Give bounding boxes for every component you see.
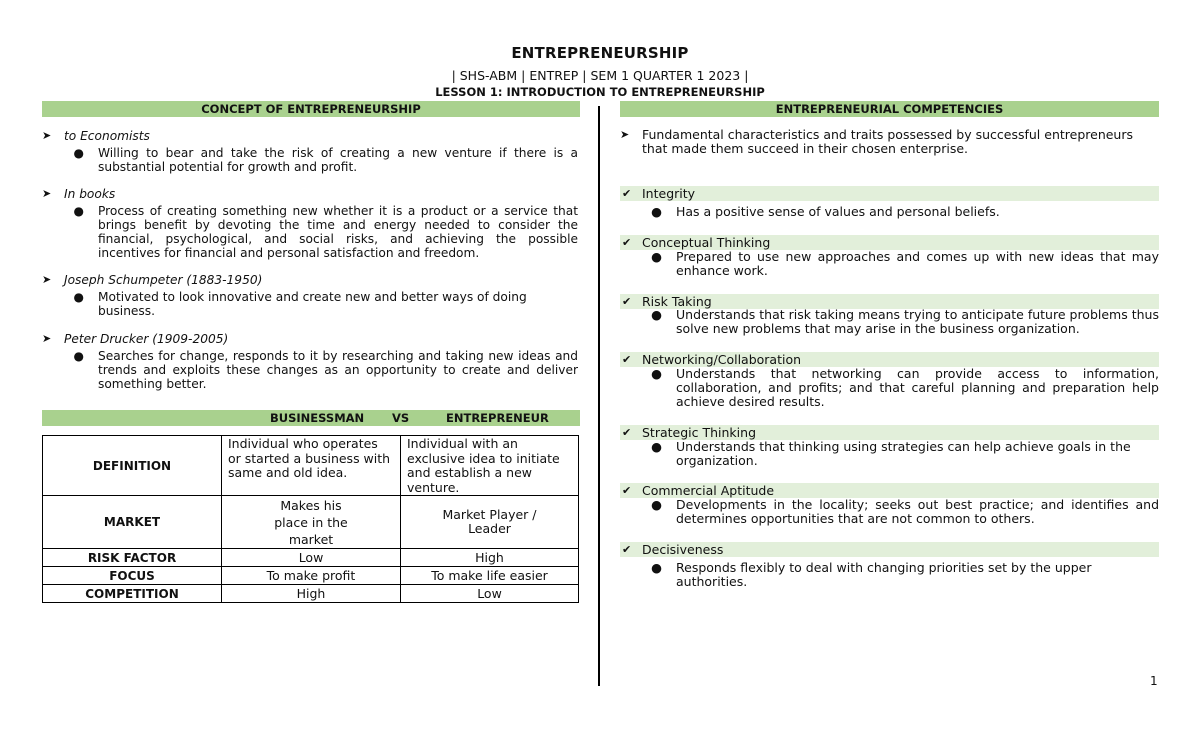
document-title: ENTREPRENEURSHIP xyxy=(511,44,689,62)
definition-source: In books xyxy=(64,187,116,201)
definition-source: Peter Drucker (1909-2005) xyxy=(64,332,229,346)
entrepreneur-cell: Low xyxy=(401,585,579,603)
definition-item xyxy=(42,332,578,391)
table-row xyxy=(43,567,579,585)
arrow-bullet-icon: ➤ xyxy=(42,273,52,286)
entrepreneur-cell: High xyxy=(401,549,579,567)
comparison-heading-vs: VS xyxy=(392,411,410,425)
definition-item xyxy=(42,273,578,318)
competency-networking xyxy=(620,352,1159,367)
arrow-bullet-icon: ➤ xyxy=(42,332,52,345)
entrepreneur-cell: Market Player / Leader xyxy=(401,496,579,549)
competencies-intro xyxy=(620,128,1158,156)
competency-desc: Understands that risk taking means trying to anticipate future problems thus solve new problems that may arise in the business organization. xyxy=(676,307,1159,336)
check-icon: ✔ xyxy=(622,484,632,497)
competency-commercial-aptitude xyxy=(620,483,1159,498)
bullet-icon: ● xyxy=(651,307,662,322)
competency-integrity xyxy=(620,186,1159,201)
competency-desc: Responds flexibly to deal with changing priorities set by the upper authorities. xyxy=(676,560,1092,589)
page-number: 1 xyxy=(1150,674,1158,688)
businessman-cell: Makes his place in the market xyxy=(222,496,401,549)
definition-source: Joseph Schumpeter (1883-1950) xyxy=(64,273,263,287)
competency-name: Commercial Aptitude xyxy=(642,483,775,498)
intro-text: Fundamental characteristics and traits possessed by successful entrepreneurs that made them succeed in their chosen enterprise. xyxy=(642,127,1134,156)
competency-desc-item xyxy=(620,440,1159,468)
bullet-icon: ● xyxy=(651,560,662,575)
bullet-icon: ● xyxy=(651,249,662,264)
competency-desc-item xyxy=(620,561,1159,589)
competency-name: Networking/Collaboration xyxy=(642,352,802,367)
lesson-title: LESSON 1: INTRODUCTION TO ENTREPRENEURSHIP xyxy=(435,85,765,99)
definition-text: Willing to bear and take the risk of creating a new venture if there is a substantial potential for growth and profit. xyxy=(98,146,578,174)
comparison-table xyxy=(42,435,579,603)
competency-desc: Has a positive sense of values and personal beliefs. xyxy=(676,204,1000,219)
bullet-icon: ● xyxy=(651,497,662,512)
competency-desc-item xyxy=(620,308,1159,336)
competency-name: Strategic Thinking xyxy=(642,425,757,440)
arrow-bullet-icon: ➤ xyxy=(42,129,52,142)
comparison-heading-b: ENTREPRENEUR xyxy=(446,411,549,425)
competency-conceptual-thinking xyxy=(620,235,1159,250)
definition-text: Searches for change, responds to it by researching and taking new ideas and trends and exploits these changes as an opportunity to create and deliver something better. xyxy=(98,349,578,391)
businessman-cell: To make profit xyxy=(222,567,401,585)
table-row xyxy=(43,496,579,549)
bullet-icon: ● xyxy=(651,204,662,219)
row-label: MARKET xyxy=(43,496,222,549)
competency-desc-item xyxy=(620,367,1159,409)
arrow-bullet-icon: ➤ xyxy=(620,128,630,141)
definition-text: Process of creating something new whether it is a product or a service that brings benefit by devoting the time and energy needed to consider the financial, psychological, and social risks, and achieving the possible incentives for financial and personal satisfaction and freedom. xyxy=(98,204,578,260)
check-icon: ✔ xyxy=(622,543,632,556)
entrepreneur-cell: To make life easier xyxy=(401,567,579,585)
concept-heading: CONCEPT OF ENTREPRENEURSHIP xyxy=(42,101,580,117)
competency-desc-item xyxy=(620,498,1159,526)
competency-decisiveness xyxy=(620,542,1159,557)
competency-desc-item xyxy=(620,250,1159,278)
table-row xyxy=(43,549,579,567)
bullet-icon: ● xyxy=(73,290,84,304)
comparison-heading xyxy=(42,410,580,426)
businessman-cell: High xyxy=(222,585,401,603)
competency-desc: Understands that thinking using strategies can help achieve goals in the organization. xyxy=(676,439,1131,468)
definition-source: to Economists xyxy=(64,129,150,143)
competency-desc: Developments in the locality; seeks out best practice; and identifies and determines opportunities that are not common to others. xyxy=(676,497,1159,526)
bullet-icon: ● xyxy=(73,146,84,160)
definition-item xyxy=(42,187,578,260)
competency-name: Decisiveness xyxy=(642,542,724,557)
competency-strategic-thinking xyxy=(620,425,1159,440)
check-icon: ✔ xyxy=(622,426,632,439)
bullet-icon: ● xyxy=(651,366,662,381)
competency-name: Integrity xyxy=(642,186,696,201)
businessman-cell: Low xyxy=(222,549,401,567)
bullet-icon: ● xyxy=(73,204,84,218)
table-row xyxy=(43,585,579,603)
bullet-icon: ● xyxy=(73,349,84,363)
check-icon: ✔ xyxy=(622,353,632,366)
row-label: RISK FACTOR xyxy=(43,549,222,567)
document-subtitle: | SHS-ABM | ENTREP | SEM 1 QUARTER 1 2023 | xyxy=(451,68,749,83)
row-label: COMPETITION xyxy=(43,585,222,603)
check-icon: ✔ xyxy=(622,236,632,249)
bullet-icon: ● xyxy=(651,439,662,454)
comparison-heading-a: BUSINESSMAN xyxy=(270,411,365,425)
arrow-bullet-icon: ➤ xyxy=(42,187,52,200)
definition-item xyxy=(42,129,578,174)
table-row xyxy=(43,436,579,496)
row-label: FOCUS xyxy=(43,567,222,585)
competency-name: Risk Taking xyxy=(642,294,712,309)
definition-text: Motivated to look innovative and create new and better ways of doing business. xyxy=(98,290,527,318)
competencies-heading: ENTREPRENEURIAL COMPETENCIES xyxy=(620,101,1159,117)
competency-desc: Prepared to use new approaches and comes up with new ideas that may enhance work. xyxy=(676,249,1159,278)
column-divider xyxy=(598,106,600,686)
competency-desc-item xyxy=(620,205,1159,219)
entrepreneur-cell: Individual with an exclusive idea to initiate and establish a new venture. xyxy=(401,436,579,496)
check-icon: ✔ xyxy=(622,187,632,200)
competency-desc: Understands that networking can provide access to information, collaboration, and profits; and that careful planning and preparation help achieve desired results. xyxy=(676,366,1159,409)
check-icon: ✔ xyxy=(622,295,632,308)
businessman-cell: Individual who operates or started a business with same and old idea. xyxy=(222,436,401,496)
row-label: DEFINITION xyxy=(43,436,222,496)
competency-name: Conceptual Thinking xyxy=(642,235,771,250)
